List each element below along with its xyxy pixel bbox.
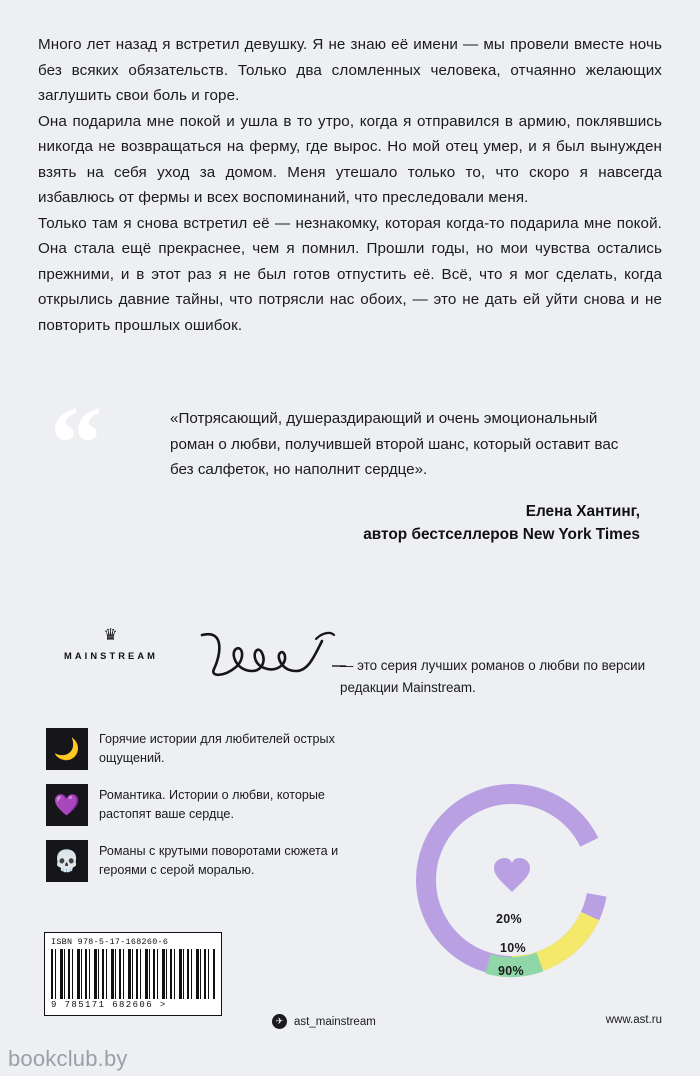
blurb-paragraph-3: Только там я снова встретил её — незнакомку, которая когда-то подарила мне покой. Она стала ещё прекраснее, чем я помнил. Прошли годы, но мои чувства остались прежними, и в этот раз я не был готов отпустить её. Всё, что я мог сделать, когда открылись давние тайны, что потрясли нас обоих, — это не дать ей уйти снова и не повторить прошлых ошибок. (38, 214, 662, 334)
moon-icon (46, 728, 88, 770)
list-item (46, 728, 376, 770)
quote-author-name: Елена Хантинг, (525, 502, 640, 520)
barcode-digits: 9 785171 682606 > (51, 1000, 167, 1010)
telegram-link[interactable] (272, 1014, 376, 1029)
feature-text: Романтика. Истории о любви, которые растопят ваше сердце. (99, 788, 325, 821)
list-item (46, 840, 376, 882)
isbn-barcode (44, 932, 222, 1016)
telegram-icon: ✈ (272, 1014, 287, 1029)
blurb-text (38, 32, 662, 338)
watermark: bookclub.by (8, 1046, 128, 1071)
feature-text: Горячие истории для любителей острых ощущений. (99, 732, 335, 765)
heart-icon (494, 858, 530, 892)
series-description: — это серия лучших романов о любви по версии редакции Mainstream. (340, 658, 646, 695)
blurb-paragraph-2: Она подарила мне покой и ушла в то утро, когда я отправился в армию, поклявшись никогда не возвращаться на ферму, где вырос. Но мой отец умер, и я был вынужден взять на себя уход за домом. Меня утешало только то, что скоро я навсегда избавлюсь от фермы и всех воспоминаний, что преследовали меня. (38, 112, 662, 206)
quote-author-credential: автор бестселлеров New York Times (363, 525, 640, 543)
telegram-handle: ast_mainstream (294, 1015, 376, 1028)
heart-icon (46, 784, 88, 826)
chart-label-90: 90% (498, 964, 524, 978)
imprint-logo (56, 628, 166, 661)
feature-list (46, 728, 376, 896)
logo-dash-icon (332, 664, 356, 668)
skull-icon (46, 840, 88, 882)
chart-label-20: 20% (496, 912, 522, 926)
chart-label-10: 10% (500, 941, 526, 955)
website-link[interactable]: www.ast.ru (605, 1014, 662, 1026)
heart-glyph: 💜 (53, 793, 81, 817)
review-quote-block (38, 384, 662, 546)
barcode-bars (51, 949, 215, 999)
imprint-name: MAINSTREAM (63, 651, 158, 661)
feature-text: Романы с крутыми поворотами сюжета и героями с серой моралью. (99, 844, 339, 877)
quotation-mark-icon: “ (50, 384, 103, 501)
series-donut-chart (378, 768, 646, 1004)
crown-icon: ♛ (103, 627, 119, 644)
blurb-paragraph-1: Много лет назад я встретил девушку. Я не знаю её имени — мы провели вместе ночь без всяких обязательств. Только два сломленных человека, отчаянно желающих заглушить свои боль и горе. (38, 36, 662, 104)
skull-glyph: 💀 (53, 849, 81, 873)
isbn-text: ISBN 978-5-17-168260-6 (51, 937, 169, 947)
list-item (46, 784, 376, 826)
quote-attribution (170, 500, 640, 546)
quote-text: «Потрясающий, душераздирающий и очень эмоциональный роман о любви, получившей второй шанс, который оставит вас без салфеток, но наполнит сердце». (170, 410, 619, 478)
moon-glyph: 🌙 (53, 737, 81, 761)
lav-script-logo (196, 627, 336, 685)
